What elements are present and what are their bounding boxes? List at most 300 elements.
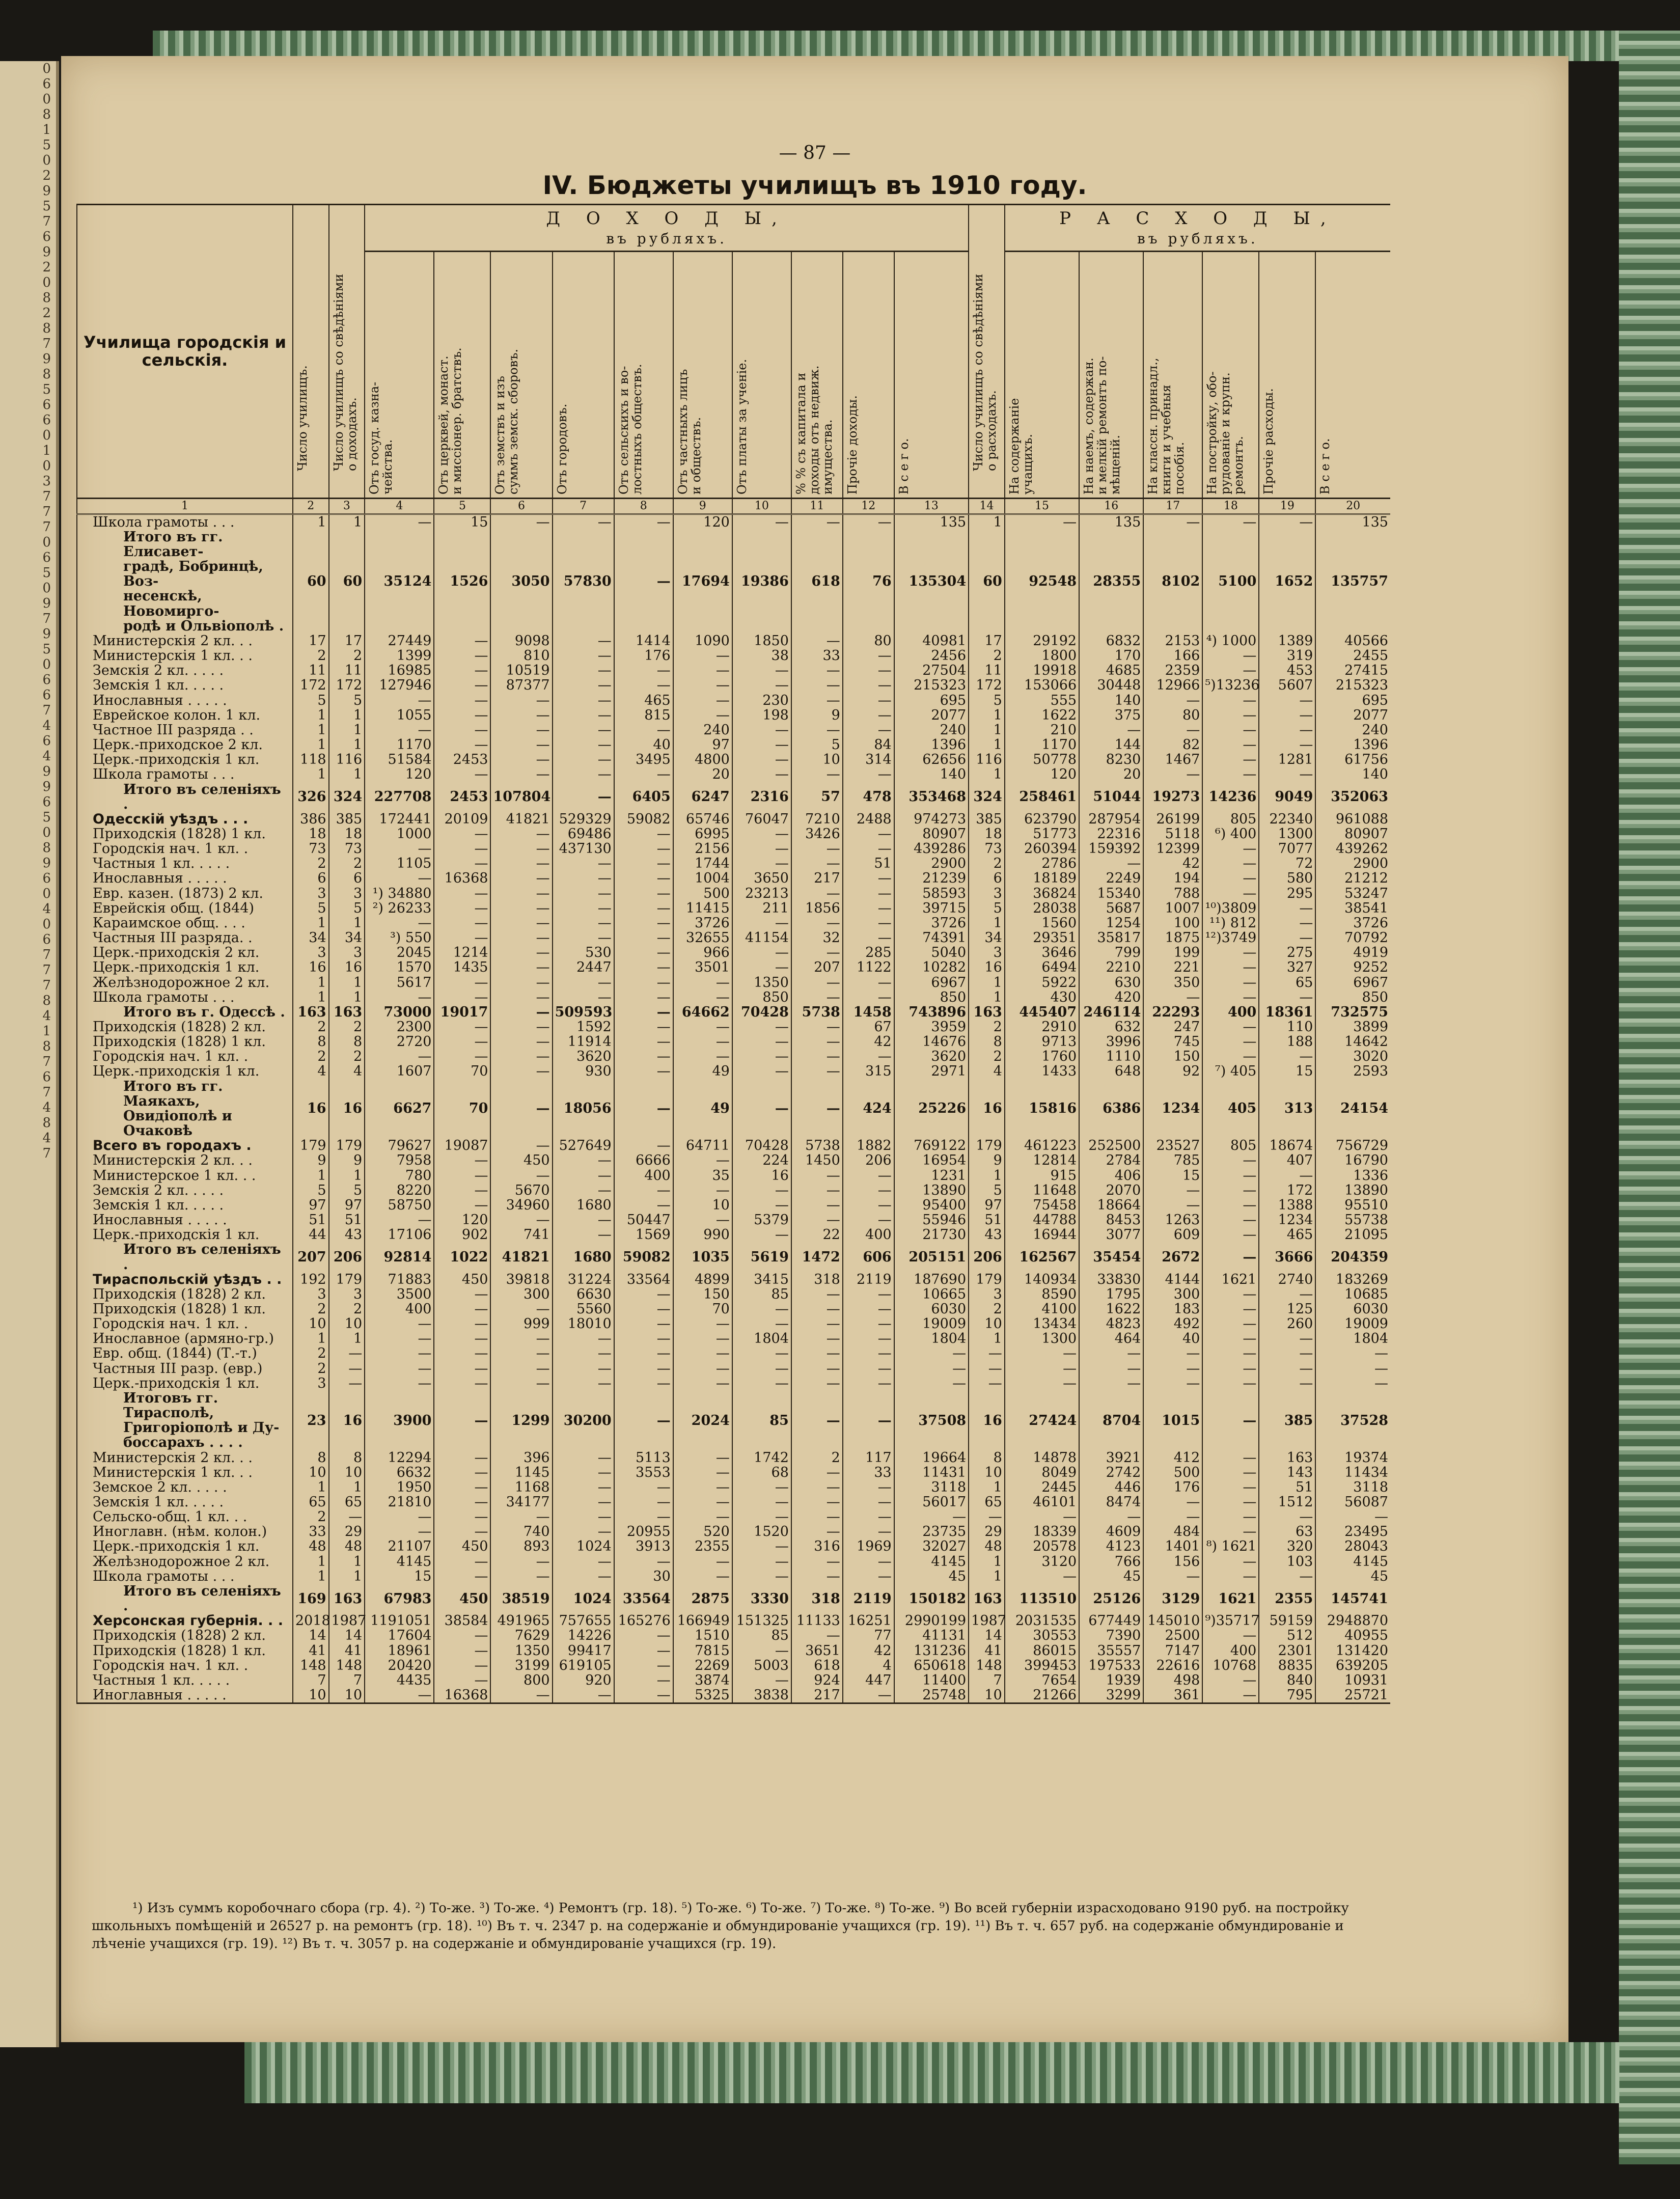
table-cell: 20420	[365, 1658, 434, 1673]
table-cell: 326	[293, 782, 329, 812]
table-cell: 2875	[673, 1584, 732, 1613]
table-cell: —	[434, 737, 490, 752]
row-label: Сельско-общ. 1 кл. . .	[77, 1509, 293, 1524]
table-cell: 3921	[1079, 1450, 1143, 1465]
table-cell: 8	[293, 1034, 329, 1049]
table-cell: 19386	[732, 530, 791, 634]
table-cell: —	[365, 1524, 434, 1539]
table-cell: —	[673, 708, 732, 723]
table-cell: 85	[732, 1287, 791, 1302]
table-cell: —	[434, 827, 490, 841]
table-row	[77, 1302, 1390, 1316]
table-cell: 6030	[894, 1302, 969, 1316]
table-cell: 148	[329, 1658, 365, 1673]
table-cell: —	[553, 1569, 614, 1584]
table-cell: 8	[969, 1450, 1005, 1465]
table-cell: 990	[673, 1227, 732, 1242]
table-cell: —	[673, 1361, 732, 1376]
table-cell: 6627	[365, 1079, 434, 1139]
table-row	[77, 916, 1390, 930]
table-cell: —	[1143, 514, 1202, 530]
margin-fragment: 0	[42, 825, 51, 840]
table-cell: 215323	[894, 678, 969, 693]
table-cell: —	[843, 767, 894, 782]
table-cell: 20109	[434, 812, 490, 827]
table-cell: 2990199	[894, 1613, 969, 1628]
table-cell: 145741	[1315, 1584, 1390, 1613]
table-cell: 5560	[553, 1302, 614, 1316]
table-row	[77, 1480, 1390, 1495]
table-cell: 15	[365, 1569, 434, 1584]
table-cell: 732575	[1315, 1005, 1390, 1020]
table-cell: 80	[843, 634, 894, 648]
table-cell: 9252	[1315, 960, 1390, 975]
table-cell: ⁶) 400	[1202, 827, 1259, 841]
table-cell: —	[434, 1569, 490, 1584]
table-cell: 36824	[1005, 886, 1079, 901]
table-cell: 4919	[1315, 945, 1390, 960]
table-cell: 530	[553, 945, 614, 960]
table-cell: 61756	[1315, 752, 1390, 767]
row-label: Итого въ селеніяхъ .	[77, 782, 293, 812]
table-cell: 70	[434, 1064, 490, 1079]
table-row	[77, 782, 1390, 812]
table-cell: 100	[1143, 916, 1202, 930]
table-cell: —	[434, 1198, 490, 1213]
table-cell: 48	[969, 1539, 1005, 1554]
table-cell: 16	[329, 960, 365, 975]
table-cell: 150	[673, 1287, 732, 1302]
row-label: Городскія нач. 1 кл. .	[77, 1658, 293, 1673]
table-cell: —	[614, 1495, 673, 1509]
table-cell: 18961	[365, 1643, 434, 1658]
table-cell: 41821	[490, 1242, 552, 1272]
table-cell: —	[1259, 930, 1315, 945]
table-cell: 32027	[894, 1539, 969, 1554]
table-cell: —	[1202, 1316, 1259, 1331]
table-cell: 50778	[1005, 752, 1079, 767]
table-cell: 65	[329, 1495, 365, 1509]
table-cell: —	[894, 1346, 969, 1361]
table-cell: —	[791, 841, 843, 856]
table-cell: 58593	[894, 886, 969, 901]
table-cell: 41131	[894, 1628, 969, 1643]
table-cell: —	[1005, 1361, 1079, 1376]
margin-fragment: 6	[42, 794, 51, 810]
margin-fragment: 4	[42, 718, 51, 733]
table-cell: 275	[1259, 945, 1315, 960]
table-cell: 42	[843, 1034, 894, 1049]
table-cell: 1122	[843, 960, 894, 975]
table-cell: 82	[1143, 737, 1202, 752]
row-label: Церк.-приходскія 1 кл.	[77, 1376, 293, 1391]
table-cell: —	[490, 708, 552, 723]
table-cell: —	[614, 1138, 673, 1153]
table-cell: 1795	[1079, 1287, 1143, 1302]
row-label: Иноглавныя . . . . .	[77, 1688, 293, 1703]
table-cell: 2	[969, 1020, 1005, 1034]
row-label: Земскія 1 кл. . . . .	[77, 678, 293, 693]
table-cell: 320	[1259, 1539, 1315, 1554]
table-cell: 8474	[1079, 1495, 1143, 1509]
table-cell: —	[490, 975, 552, 990]
table-cell: —	[553, 1688, 614, 1703]
table-cell: —	[434, 1450, 490, 1465]
row-label: Инославное (армяно-гр.)	[77, 1331, 293, 1346]
table-cell: —	[732, 663, 791, 678]
table-cell: —	[1143, 1198, 1202, 1213]
table-cell: 221	[1143, 960, 1202, 975]
table-cell: —	[490, 1554, 552, 1569]
table-row	[77, 1688, 1390, 1703]
table-cell: 67983	[365, 1584, 434, 1613]
table-cell: 450	[434, 1584, 490, 1613]
table-cell: —	[490, 871, 552, 886]
table-cell: 2119	[843, 1584, 894, 1613]
table-cell: 2	[329, 1302, 365, 1316]
table-cell: —	[1202, 1628, 1259, 1643]
table-cell: 148	[293, 1658, 329, 1673]
table-cell: 10	[791, 752, 843, 767]
table-cell: 42	[843, 1643, 894, 1658]
table-cell: 198	[732, 708, 791, 723]
table-cell: 79627	[365, 1138, 434, 1153]
table-cell: 10665	[894, 1287, 969, 1302]
table-cell: —	[1143, 1509, 1202, 1524]
table-cell: 197533	[1079, 1658, 1143, 1673]
table-cell: 22	[791, 1227, 843, 1242]
table-cell: —	[1259, 767, 1315, 782]
table-cell: 15340	[1079, 886, 1143, 901]
table-cell: —	[673, 975, 732, 990]
table-cell: 1110	[1079, 1049, 1143, 1064]
table-cell: 1622	[1005, 708, 1079, 723]
table-cell: —	[434, 901, 490, 916]
table-cell: 3650	[732, 871, 791, 886]
table-cell: 2031535	[1005, 1613, 1079, 1628]
table-cell: —	[732, 827, 791, 841]
table-cell: —	[434, 1316, 490, 1331]
table-cell: —	[843, 827, 894, 841]
income-column-header: Прочіе доходы.	[843, 251, 894, 498]
margin-fragment: 7	[42, 1054, 51, 1069]
row-label: Приходскія (1828) 1 кл.	[77, 1034, 293, 1049]
table-cell: 1396	[894, 737, 969, 752]
table-cell: —	[490, 1361, 552, 1376]
table-cell: 1	[969, 990, 1005, 1005]
income-column-header: % % съ капитала и доходы отъ недвиж. имущества.	[791, 251, 843, 498]
table-cell: 5	[329, 1183, 365, 1198]
table-cell: 49	[673, 1064, 732, 1079]
table-cell: —	[553, 634, 614, 648]
table-row	[77, 841, 1390, 856]
table-cell: —	[1259, 693, 1315, 708]
table-cell: 1	[969, 737, 1005, 752]
table-cell: 10	[293, 1465, 329, 1480]
margin-fragment: 0	[42, 535, 51, 550]
table-cell: 21107	[365, 1539, 434, 1554]
table-cell: —	[614, 1361, 673, 1376]
table-cell: —	[1202, 1034, 1259, 1049]
table-cell: —	[365, 1346, 434, 1361]
table-cell: —	[1202, 767, 1259, 782]
table-cell: 2784	[1079, 1153, 1143, 1168]
table-cell: 7147	[1143, 1643, 1202, 1658]
table-cell: —	[553, 648, 614, 663]
table-cell: 58750	[365, 1198, 434, 1213]
margin-fragment: 6	[42, 672, 51, 688]
table-cell: 1	[329, 1480, 365, 1495]
table-cell: 5113	[614, 1450, 673, 1465]
table-cell: 258461	[1005, 782, 1079, 812]
table-cell: —	[843, 1524, 894, 1539]
table-cell: 350	[1143, 975, 1202, 990]
margin-fragment: 9	[42, 596, 51, 611]
table-cell: 10	[969, 1465, 1005, 1480]
table-cell: —	[732, 1227, 791, 1242]
table-cell: 107804	[490, 782, 552, 812]
table-cell: 1969	[843, 1539, 894, 1554]
table-cell: 70428	[732, 1005, 791, 1020]
table-row	[77, 1658, 1390, 1673]
table-cell: —	[673, 990, 732, 1005]
table-cell: 799	[1079, 945, 1143, 960]
table-cell: 163	[293, 1005, 329, 1020]
table-cell: 3959	[894, 1020, 969, 1034]
table-cell: 2740	[1259, 1272, 1315, 1287]
table-cell: 920	[553, 1673, 614, 1688]
margin-fragment: 0	[42, 61, 51, 76]
table-cell: 1	[969, 1331, 1005, 1346]
row-label: Церк.-приходское 2 кл.	[77, 737, 293, 752]
table-row	[77, 708, 1390, 723]
table-cell: 385	[329, 812, 365, 827]
table-cell: —	[843, 1554, 894, 1569]
table-cell: 27424	[1005, 1391, 1079, 1450]
row-label: Министерскія 1 кл. . .	[77, 648, 293, 663]
table-cell: —	[553, 1331, 614, 1346]
table-cell: 56087	[1315, 1495, 1390, 1509]
table-cell: 19009	[894, 1316, 969, 1331]
table-row	[77, 1034, 1390, 1049]
table-row	[77, 960, 1390, 975]
margin-fragment: 7	[42, 963, 51, 978]
table-cell: 27504	[894, 663, 969, 678]
table-cell: —	[843, 514, 894, 530]
table-cell: —	[673, 663, 732, 678]
table-row	[77, 737, 1390, 752]
table-cell: —	[732, 1079, 791, 1139]
table-cell: 16	[969, 1391, 1005, 1450]
table-cell: 76047	[732, 812, 791, 827]
margin-fragment: 7	[42, 489, 51, 504]
table-cell: 810	[490, 648, 552, 663]
table-cell: 1300	[1259, 827, 1315, 841]
table-cell: —	[1202, 752, 1259, 767]
table-cell: 10	[673, 1198, 732, 1213]
table-cell: —	[673, 1034, 732, 1049]
table-cell: 240	[894, 723, 969, 737]
table-cell: —	[1079, 1361, 1143, 1376]
table-cell: 10768	[1202, 1658, 1259, 1673]
table-cell: 2453	[434, 782, 490, 812]
table-cell: —	[553, 1450, 614, 1465]
margin-fragment: 9	[42, 351, 51, 367]
table-cell: 16	[329, 1079, 365, 1139]
table-cell: 1	[969, 767, 1005, 782]
table-cell: 51044	[1079, 782, 1143, 812]
table-cell: 3	[293, 886, 329, 901]
table-cell: —	[843, 1495, 894, 1509]
table-cell: 151325	[732, 1613, 791, 1628]
expense-column-header: На содержаніе учащихъ.	[1005, 251, 1079, 498]
table-cell: 16	[293, 1079, 329, 1139]
table-cell: —	[673, 1331, 732, 1346]
table-cell: —	[1079, 723, 1143, 737]
table-cell: —	[1143, 767, 1202, 782]
table-cell: —	[490, 723, 552, 737]
table-cell: —	[614, 1020, 673, 1034]
table-cell: 1	[329, 708, 365, 723]
table-cell: 7958	[365, 1153, 434, 1168]
table-cell: —	[553, 1361, 614, 1376]
table-cell: 4823	[1079, 1316, 1143, 1331]
table-cell: 97	[969, 1198, 1005, 1213]
table-cell: 2249	[1079, 871, 1143, 886]
row-label: Приходскія (1828) 2 кл.	[77, 1287, 293, 1302]
table-cell: —	[843, 1569, 894, 1584]
table-cell: 2910	[1005, 1020, 1079, 1034]
table-cell: 3	[329, 945, 365, 960]
table-cell: —	[490, 1213, 552, 1227]
table-cell: 224	[732, 1153, 791, 1168]
table-cell: 1744	[673, 856, 732, 871]
table-cell: 1	[329, 1168, 365, 1183]
table-cell: 9	[791, 708, 843, 723]
table-cell: 3	[293, 945, 329, 960]
table-cell: 484	[1143, 1524, 1202, 1539]
table-cell: —	[791, 945, 843, 960]
table-cell: —	[1202, 1213, 1259, 1227]
table-cell: —	[732, 1316, 791, 1331]
table-cell: 5	[293, 901, 329, 916]
table-cell: —	[490, 1064, 552, 1079]
table-cell: —	[553, 708, 614, 723]
table-cell: 1621	[1202, 1272, 1259, 1287]
table-cell: —	[365, 723, 434, 737]
table-cell: —	[1202, 1168, 1259, 1183]
table-cell: 3726	[894, 916, 969, 930]
table-cell: 179	[329, 1138, 365, 1153]
table-cell: 961088	[1315, 812, 1390, 827]
income-column-header: В с е г о.	[894, 251, 969, 498]
table-cell: —	[434, 1554, 490, 1569]
table-cell: 3118	[1315, 1480, 1390, 1495]
table-cell: —	[434, 678, 490, 693]
table-cell: —	[434, 1524, 490, 1539]
table-cell: 741	[490, 1227, 552, 1242]
table-cell: 172	[969, 678, 1005, 693]
table-cell: 41154	[732, 930, 791, 945]
table-cell: —	[614, 1302, 673, 1316]
table-cell: 11	[329, 663, 365, 678]
table-cell: 1570	[365, 960, 434, 975]
table-cell: 1214	[434, 945, 490, 960]
footnotes: ¹) Изъ суммъ коробочнаго сбора (гр. 4). ²) То-же. ³) То-же. ⁴) Ремонтъ (гр. 18). ⁵) То-же. ⁶) То-же. ⁷) То-же. ⁸) То-же. ⁹) Во всей губерніи израсходовано 9190 руб. на постройку школьныхъ помѣщеній и 26527 р. на ремонтъ (гр. 18). ¹⁰) Въ т. ч. 2347 р. на содержаніе и обмундированіе учащихся (гр. 19). ¹¹) Въ т. ч. 657 руб. на содержаніе обмундированіе и лѣченіе учащихся (гр. 19). ¹²) Въ т. ч. 3057 р. на содержаніе и обмундированіе учащихся (гр. 19).	[92, 1901, 1349, 1952]
table-cell: 400	[1202, 1643, 1259, 1658]
table-cell: 1168	[490, 1480, 552, 1495]
margin-fragment: 5	[42, 199, 51, 214]
table-cell: 247	[1143, 1020, 1202, 1034]
table-cell: ³) 550	[365, 930, 434, 945]
table-cell: 260394	[1005, 841, 1079, 856]
table-cell: 59082	[614, 812, 673, 827]
table-cell: —	[791, 916, 843, 930]
table-cell: —	[490, 1079, 552, 1139]
table-cell: 40	[614, 737, 673, 752]
table-cell: 430	[1005, 990, 1079, 1005]
row-label: Министерское 1 кл. . .	[77, 1168, 293, 1183]
table-cell: —	[614, 1480, 673, 1495]
table-cell: —	[732, 1673, 791, 1688]
table-cell: 51	[293, 1213, 329, 1227]
table-cell: 1	[293, 737, 329, 752]
table-row	[77, 1509, 1390, 1524]
table-cell: —	[614, 856, 673, 871]
table-cell: 73000	[365, 1005, 434, 1020]
table-cell: —	[1202, 723, 1259, 737]
table-cell: 5	[329, 901, 365, 916]
table-cell: 43	[329, 1227, 365, 1242]
table-cell: 199	[1143, 945, 1202, 960]
table-cell: —	[1202, 663, 1259, 678]
table-cell: —	[791, 1554, 843, 1569]
table-cell: 135757	[1315, 530, 1390, 634]
table-cell: 1	[293, 916, 329, 930]
table-cell: —	[791, 634, 843, 648]
row-label: Частныя III разряда. .	[77, 930, 293, 945]
table-cell: 4609	[1079, 1524, 1143, 1539]
table-cell: 639205	[1315, 1658, 1390, 1673]
table-cell: 464	[1079, 1331, 1143, 1346]
table-cell: —	[732, 1020, 791, 1034]
table-cell: —	[490, 1302, 552, 1316]
table-cell: ¹¹) 812	[1202, 916, 1259, 930]
table-cell: 70	[434, 1079, 490, 1139]
table-cell: —	[732, 1361, 791, 1376]
table-cell: 2445	[1005, 1480, 1079, 1495]
table-cell: —	[490, 1331, 552, 1346]
margin-fragment: 7	[42, 703, 51, 718]
table-cell: —	[434, 1658, 490, 1673]
table-cell: 9713	[1005, 1034, 1079, 1049]
table-cell: 285	[843, 945, 894, 960]
table-cell: 800	[490, 1673, 552, 1688]
table-cell: 57	[791, 782, 843, 812]
table-cell: 2447	[553, 960, 614, 975]
table-cell: 10931	[1315, 1673, 1390, 1688]
table-cell: 4899	[673, 1272, 732, 1287]
table-cell: 14642	[1315, 1034, 1390, 1049]
table-cell: —	[843, 886, 894, 901]
table-cell: 1	[293, 767, 329, 782]
table-row	[77, 812, 1390, 827]
table-cell: —	[732, 1049, 791, 1064]
table-cell: 606	[843, 1242, 894, 1272]
table-cell: 1760	[1005, 1049, 1079, 1064]
table-cell: —	[553, 1495, 614, 1509]
row-label: Итого въ селеніяхъ .	[77, 1242, 293, 1272]
